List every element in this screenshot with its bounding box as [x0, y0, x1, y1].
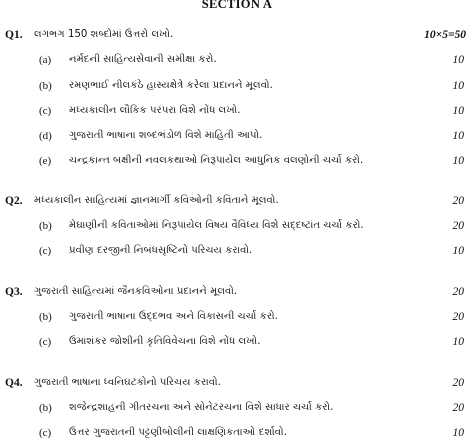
- sub-question-label: (c): [39, 336, 52, 348]
- sub-question-label: (b): [39, 311, 52, 323]
- sub-question-text: ચન્દ્રકાન્ત બક્ષીની નવલકથાઓ નિરૂપાયેલ આધુનિક વલણોની ચર્ચા કરો.: [69, 155, 364, 166]
- question-number: Q3.: [5, 286, 23, 298]
- sub-question-text: શજેન્દ્રશાહની ગીતરચના અને સોનેટરચના વિશે સાધાર ચર્ચા કરો.: [69, 402, 334, 413]
- sub-question-label: (b): [39, 80, 52, 92]
- question-marks: 10×5=50: [424, 29, 466, 41]
- sub-question-text: ઉત્તર ગુજરાતની પટ્ટણીબોલીની લાક્ષણિકતાઓ દર્શાવો.: [69, 427, 287, 438]
- sub-question-marks: 10: [452, 245, 464, 257]
- sub-question-label: (c): [39, 427, 52, 439]
- question-row-q4: [0, 374, 474, 392]
- sub-question-row: [0, 51, 474, 69]
- sub-question-row: [0, 127, 474, 145]
- question-text: લગભગ 150 શબ્દોમાં ઉત્તરો લખો.: [34, 29, 174, 40]
- sub-question-text: ગુજરાતી ભાષાના ઉદ્દભવ અને વિકાસની ચર્ચા કરો.: [69, 311, 278, 322]
- sub-question-label: (b): [39, 402, 52, 414]
- sub-question-marks: 10: [452, 105, 464, 117]
- sub-question-row: [0, 217, 474, 235]
- sub-question-label: (e): [39, 155, 52, 167]
- sub-question-marks: 10: [452, 80, 464, 92]
- question-text: મધ્યકાલીન સાહિત્યમાં જ્ઞાનમાર્ગી કવિઓની કવિતાને મૂલવો.: [34, 195, 279, 206]
- sub-question-row: [0, 308, 474, 326]
- question-marks: 20: [452, 377, 464, 389]
- sub-question-marks: 10: [452, 155, 464, 167]
- sub-question-row: [0, 399, 474, 417]
- sub-question-text: પ્રવીણ દરજીની નિબંધસૃષ્ટિનો પરિચય કરાવો.: [69, 245, 253, 256]
- sub-question-label: (b): [39, 220, 52, 232]
- question-marks: 20: [452, 195, 464, 207]
- question-row-q1: [0, 26, 474, 44]
- sub-question-label: (c): [39, 245, 52, 257]
- question-number: Q2.: [5, 195, 23, 207]
- sub-question-text: મધ્યકાલીન લૌકિક પરંપરા વિશે નોંધ લખો.: [69, 105, 241, 116]
- sub-question-row: [0, 102, 474, 120]
- sub-question-label: (d): [39, 130, 52, 142]
- section-title: SECTION A: [201, 0, 273, 11]
- sub-question-row: [0, 152, 474, 170]
- sub-question-marks: 20: [452, 311, 464, 323]
- question-text: ગુજરાતી ભાષાના ધ્વનિઘટકોનો પરિચય કરાવો.: [34, 377, 221, 388]
- sub-question-row: [0, 333, 474, 351]
- sub-question-marks: 10: [452, 130, 464, 142]
- sub-question-label: (c): [39, 105, 52, 117]
- sub-question-marks: 10: [452, 336, 464, 348]
- sub-question-text: ગુજરાતી ભાષાના શબ્દભંડોળ વિશે માહિતી આપો.: [69, 130, 263, 141]
- question-marks: 20: [452, 286, 464, 298]
- sub-question-row: [0, 242, 474, 260]
- question-row-q3: [0, 283, 474, 301]
- question-text: ગુજરાતી સાહિત્યમાં જૈનકવિઓના પ્રદાનને મૂલવો.: [34, 286, 238, 297]
- sub-question-label: (a): [39, 54, 52, 66]
- sub-question-marks: 20: [452, 220, 464, 232]
- sub-question-text: મેઘાણીની કવિતાઓમાં નિરૂપાયેલ વિષય વૈવિધ્ય વિશે સદ્દષ્ટાંત ચર્ચા કરો.: [69, 220, 364, 231]
- sub-question-row: [0, 77, 474, 95]
- sub-question-marks: 20: [452, 402, 464, 414]
- question-row-q2: [0, 192, 474, 210]
- sub-question-text: નર્મદની સાહિત્યસેવાની સમીક્ષા કરો.: [69, 54, 217, 65]
- question-number: Q1.: [5, 29, 23, 41]
- sub-question-text: રમણભાઈ નીલકંઠે હાસ્યક્ષેત્રે કરેલા પ્રદાનને મૂલવો.: [69, 80, 273, 91]
- question-number: Q4.: [5, 377, 23, 389]
- sub-question-marks: 10: [452, 54, 464, 66]
- sub-question-marks: 10: [452, 427, 464, 439]
- sub-question-text: ઉમાશંકર જોશીની કૃતિવિવેચના વિશે નોંધ લખો.: [69, 336, 261, 347]
- sub-question-row: [0, 424, 474, 442]
